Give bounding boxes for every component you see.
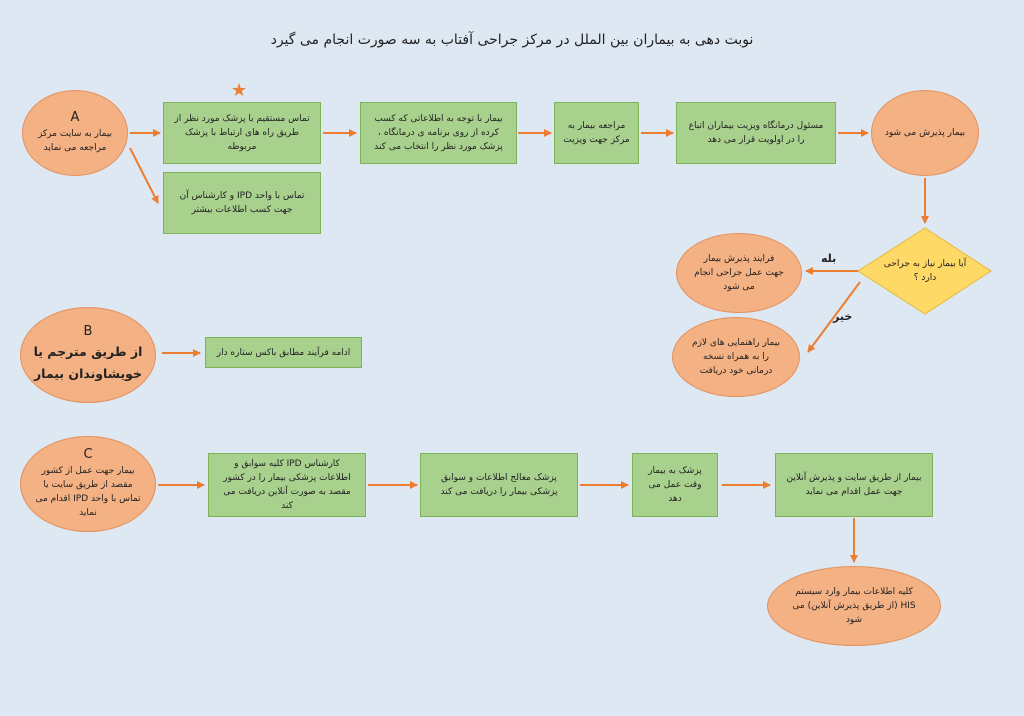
contact-ipd-box: تماس با واحد IPD و کارشناس آن جهت کسب اطلاعات بیشتر: [163, 172, 321, 234]
ipd-receive-box: کارشناس IPD کلیه سوابق و اطلاعات پزشکی بیمار را در کشور مقصد به صورت آنلاین دریافت می کند: [208, 453, 366, 517]
yes-label: بله: [821, 252, 837, 265]
no-label: خیر: [833, 310, 853, 323]
clinic-priority-box: مسئول درمانگاه ویزیت بیماران اتباع را در اولویت قرار می دهد: [676, 102, 836, 164]
doctor-receive-box: پزشک معالج اطلاعات و سوابق پزشکی بیمار را دریافت می کند: [420, 453, 578, 517]
star-icon: ★: [231, 80, 248, 101]
path-c-label: C: [83, 447, 93, 462]
visit-center-box: مراجعه بیمار به مرکز جهت ویزیت: [554, 102, 639, 164]
path-c-start: [20, 436, 156, 532]
path-a-label: A: [70, 110, 80, 125]
admitted-oval: بیمار پذیرش می شود: [871, 90, 979, 176]
yes-result-oval: فرایند پذیرش بیمار جهت عمل جراحی انجام می شود: [676, 233, 802, 313]
path-c-start-text: بیمار جهت عمل از کشور مقصد از طریق سایت یا تماس با واحد IPD اقدام می نماید: [35, 466, 141, 518]
path-a-start-text: بیمار به سایت مرکز مراجعه می نماید: [37, 129, 113, 153]
path-a-start: [22, 90, 128, 176]
no-result-oval: بیمار راهنمایی های لازم را به همراه نسخه درمانی خود دریافت: [672, 317, 800, 397]
contact-direct-box: تماس مستقیم با پزشک مورد نظر از طریق راه های ارتباط با پزشک مربوطه: [163, 102, 321, 164]
online-admission-box: بیمار از طریق سایت و پذیرش آنلاین جهت عمل اقدام می نماید: [775, 453, 933, 517]
path-b-next-box: ادامه فرآیند مطابق باکس ستاره دار: [205, 337, 362, 368]
path-b-start-text: از طریق مترجم یا خویشاوندان بیمار: [33, 344, 143, 381]
decision-text: آیا بیمار نیاز به جراحی دارد ؟: [883, 259, 967, 283]
path-b-label: B: [83, 324, 93, 339]
his-entry-oval: کلیه اطلاعات بیمار وارد سیستم HIS (از طریق پذیرش آنلاین) می شود: [767, 566, 941, 646]
surgery-time-box: پزشک به بیمار وقت عمل می دهد: [632, 453, 718, 517]
diagram-title: نوبت دهی به بیماران بین الملل در مرکز جراحی آفتاب به سه صورت انجام می گیرد: [270, 32, 754, 48]
choose-doctor-box: بیمار با توجه به اطلاعاتی که کسب کرده از روی برنامه ی درمانگاه ، پزشک مورد نظر را انتخاب می کند: [360, 102, 517, 164]
path-b-start: [20, 307, 156, 403]
